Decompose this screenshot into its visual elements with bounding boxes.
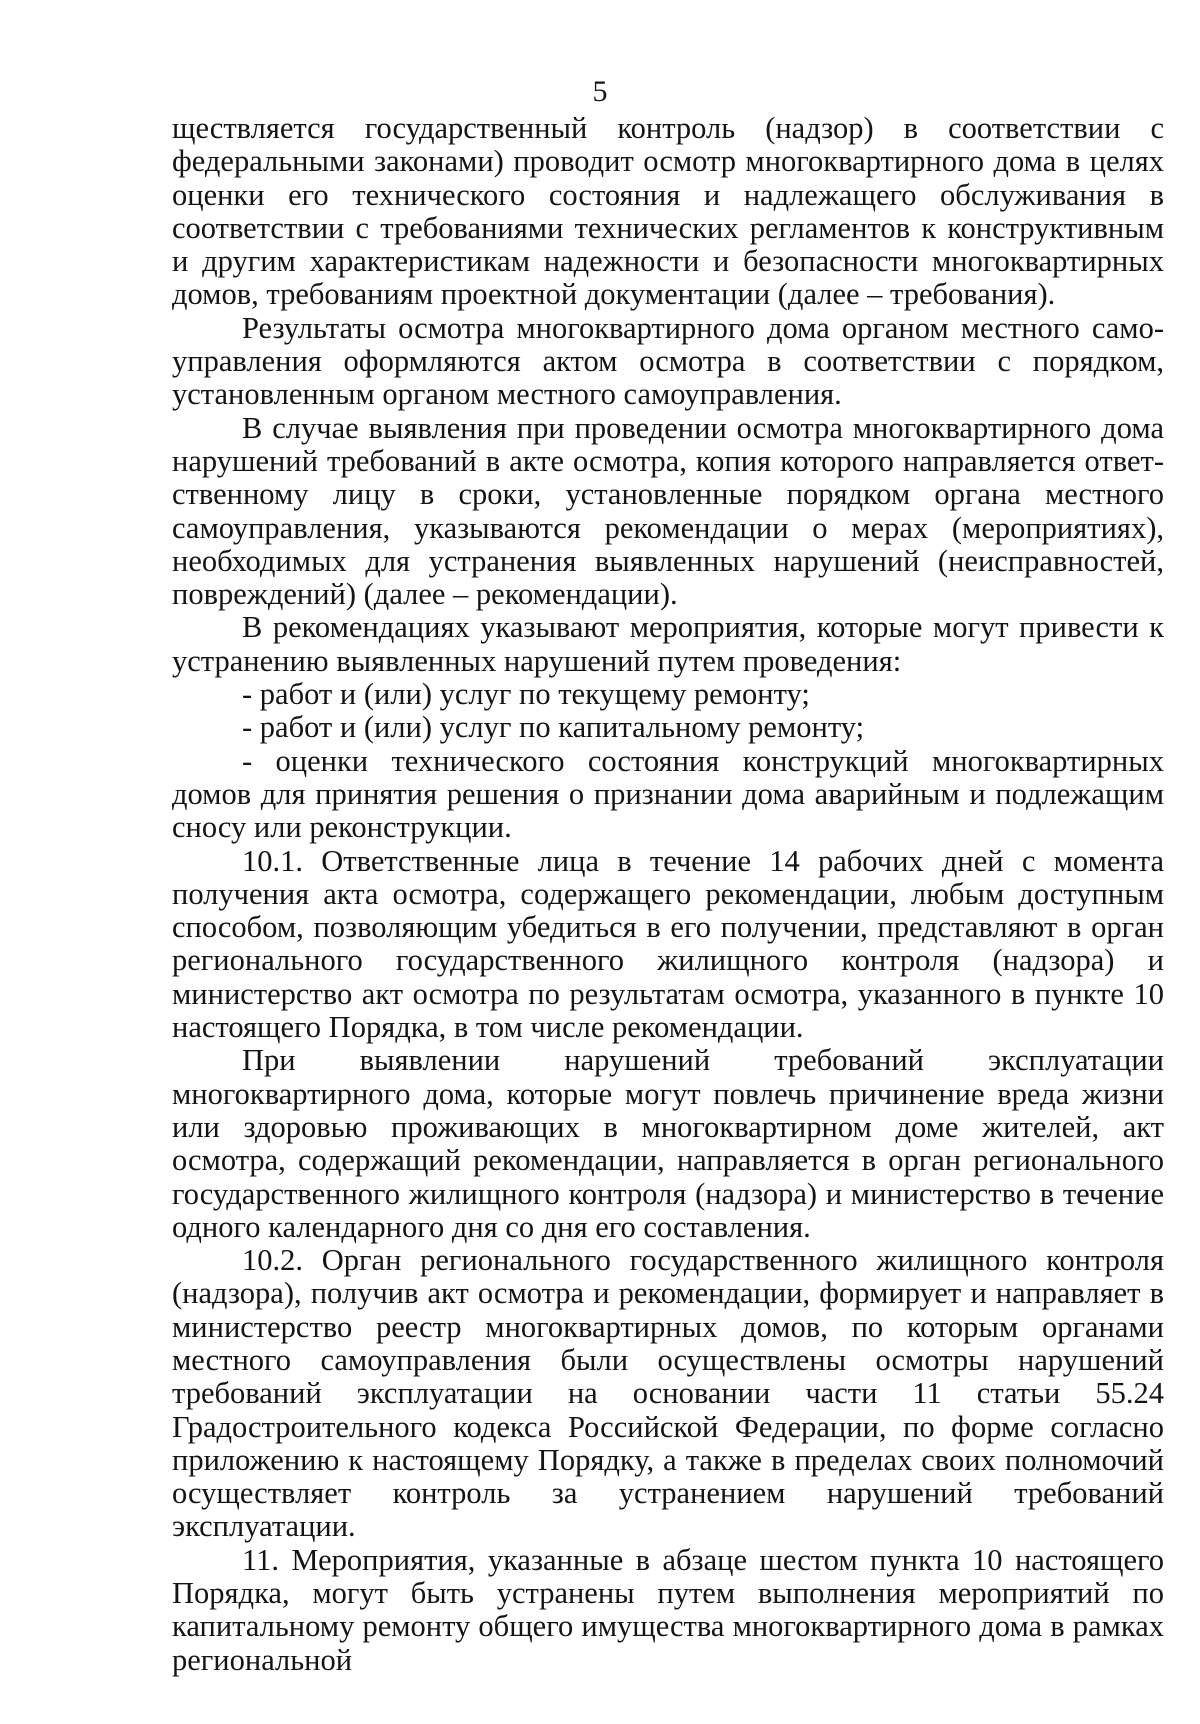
paragraph: 10.2. Орган регионального государственного жилищного контроля (надзора), получив акт осмотра и рекомендации, формирует и направляет в министерство реестр многоквартирных домов, по которым органами местного самоуправления были осуществлены осмотры нарушений требований эксплуатации на основании части 11 статьи 55.24 Градостроительного кодекса Российской Федерации, по форме согласно приложению к настоящему Порядку, а также в пределах своих полномочий осуществляет контроль за устранением нарушений требований эксплуатации. (172, 1243, 1164, 1544)
list-item: - работ и (или) услуг по капитальному ремонту; (242, 710, 865, 745)
paragraph: ществляется государственный контроль (надзор) в соответствии с федеральными законами) проводит осмотр многоквартирного дома в целях оценки его технического состояния и надлежащего обслуживания в соответствии с требованиями технических регламентов к конструктивным и другим характеристикам надежности и безопасности многоквартирных домов, требованиям проектной документации (далее – требования). (172, 111, 1164, 312)
paragraph: В рекомендациях указывают мероприятия, которые могут привести к устранению выявленных нарушений путем проведения: (172, 610, 1164, 678)
paragraph: 11. Мероприятия, указанные в абзаце шестом пункта 10 настоящего Порядка, могут быть устранены путем выполнения мероприятий по капитальному ремонту общего имущества многоквартирного дома в рамках региональной (172, 1542, 1164, 1677)
list-item: - работ и (или) услуг по текущему ремонту; (242, 677, 810, 712)
page-number: 5 (592, 75, 608, 108)
paragraph: В случае выявления при проведении осмотра многоквартирного дома нарушений требований в акте осмотра, копия которого направляется ответственному лицу в сроки, установленные порядком органа местного самоуправления, указываются рекомендации о мерах (мероприятиях), необходимых для устранения выявленных нарушений (неисправностей, повреждений) (далее – рекомендации). (172, 410, 1164, 612)
list-item: - оценки технического состояния конструкций многоквартирных домов для принятия решения о признании дома аварийным и подлежащим сносу или реконструкции. (172, 743, 1164, 845)
paragraph: 10.1. Ответственные лица в течение 14 рабочих дней с момента получения акта осмотра, содержащего рекомендации, любым доступным способом, позволяющим убедиться в его получении, представляют в орган регионального государственного жилищного контроля (надзора) и министерство акт осмотра по результатам осмотра, указанного в пункте 10 настоящего Порядка, в том числе рекомендации. (172, 843, 1164, 1045)
paragraph: Результаты осмотра многоквартирного дома органом местного самоуправления оформляются актом осмотра в соответствии с порядком, установленным органом местного самоуправления. (172, 310, 1164, 412)
paragraph: При выявлении нарушений требований эксплуатации многоквартирного дома, которые могут повлечь причинение вреда жизни или здоровью проживающих в многоквартирном доме жителей, акт осмотра, содержащий рекомендации, направляется в орган регионального государственного жилищного контроля (надзора) и министерство в течение одного календарного дня со дня его составления. (172, 1043, 1164, 1244)
document-body (172, 112, 1164, 1677)
